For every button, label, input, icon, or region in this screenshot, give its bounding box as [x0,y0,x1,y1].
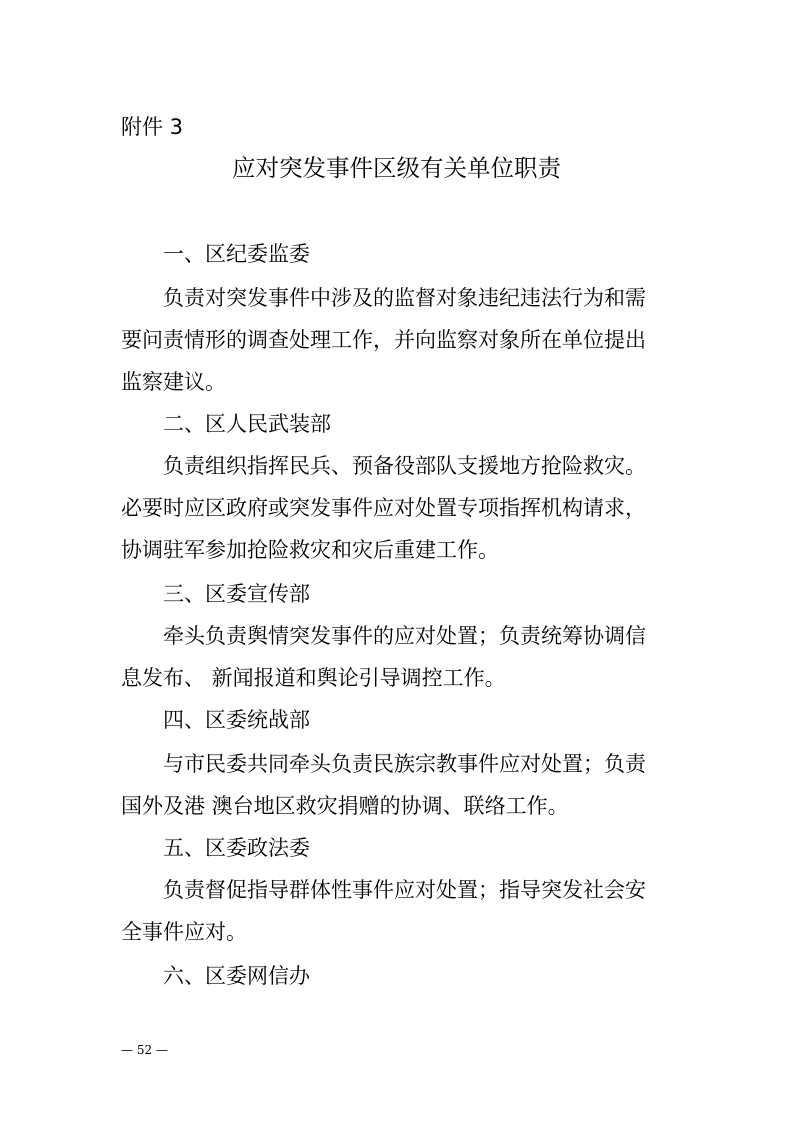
document-title: 应对突发事件区级有关单位职责 [232,154,561,182]
section-heading-united-front-department: 四、区委统战部 [163,708,310,732]
section-heading-publicity-department: 三、区委宣传部 [163,582,310,606]
paragraph-line: 协调驻军参加抢险救灾和灾后重建工作。 [121,538,499,562]
attachment-label: 附件 3 [121,115,184,139]
paragraph-line: 要问责情形的调查处理工作，并向监察对象所在单位提出 [121,328,646,352]
paragraph-line: 牵头负责舆情突发事件的应对处置；负责统筹协调信 [163,624,646,648]
section-heading-cyberspace-office: 六、区委网信办 [163,964,310,988]
paragraph-line: 必要时应区政府或突发事件应对处置专项指挥机构请求， [121,496,646,520]
section-heading-political-legal-committee: 五、区委政法委 [163,836,310,860]
paragraph-line: 息发布、 新闻报道和舆论引导调控工作。 [121,666,506,690]
paragraph-line: 负责督促指导群体性事件应对处置；指导突发社会安 [163,878,646,902]
paragraph-line: 负责组织指挥民兵、预备役部队支援地方抢险救灾。 [163,454,646,478]
paragraph-line: 全事件应对。 [121,920,247,944]
paragraph-line: 监察建议。 [121,370,226,394]
paragraph-line: 国外及港 澳台地区救灾捐赠的协调、联络工作。 [121,794,569,818]
section-heading-armed-forces-department: 二、区人民武装部 [163,412,331,436]
page-number: — 52 — [121,1043,168,1057]
paragraph-line: 与市民委共同牵头负责民族宗教事件应对处置；负责 [163,752,646,776]
section-heading-district-discipline-commission: 一、区纪委监委 [163,242,310,266]
paragraph-line: 负责对突发事件中涉及的监督对象违纪违法行为和需 [163,286,646,310]
